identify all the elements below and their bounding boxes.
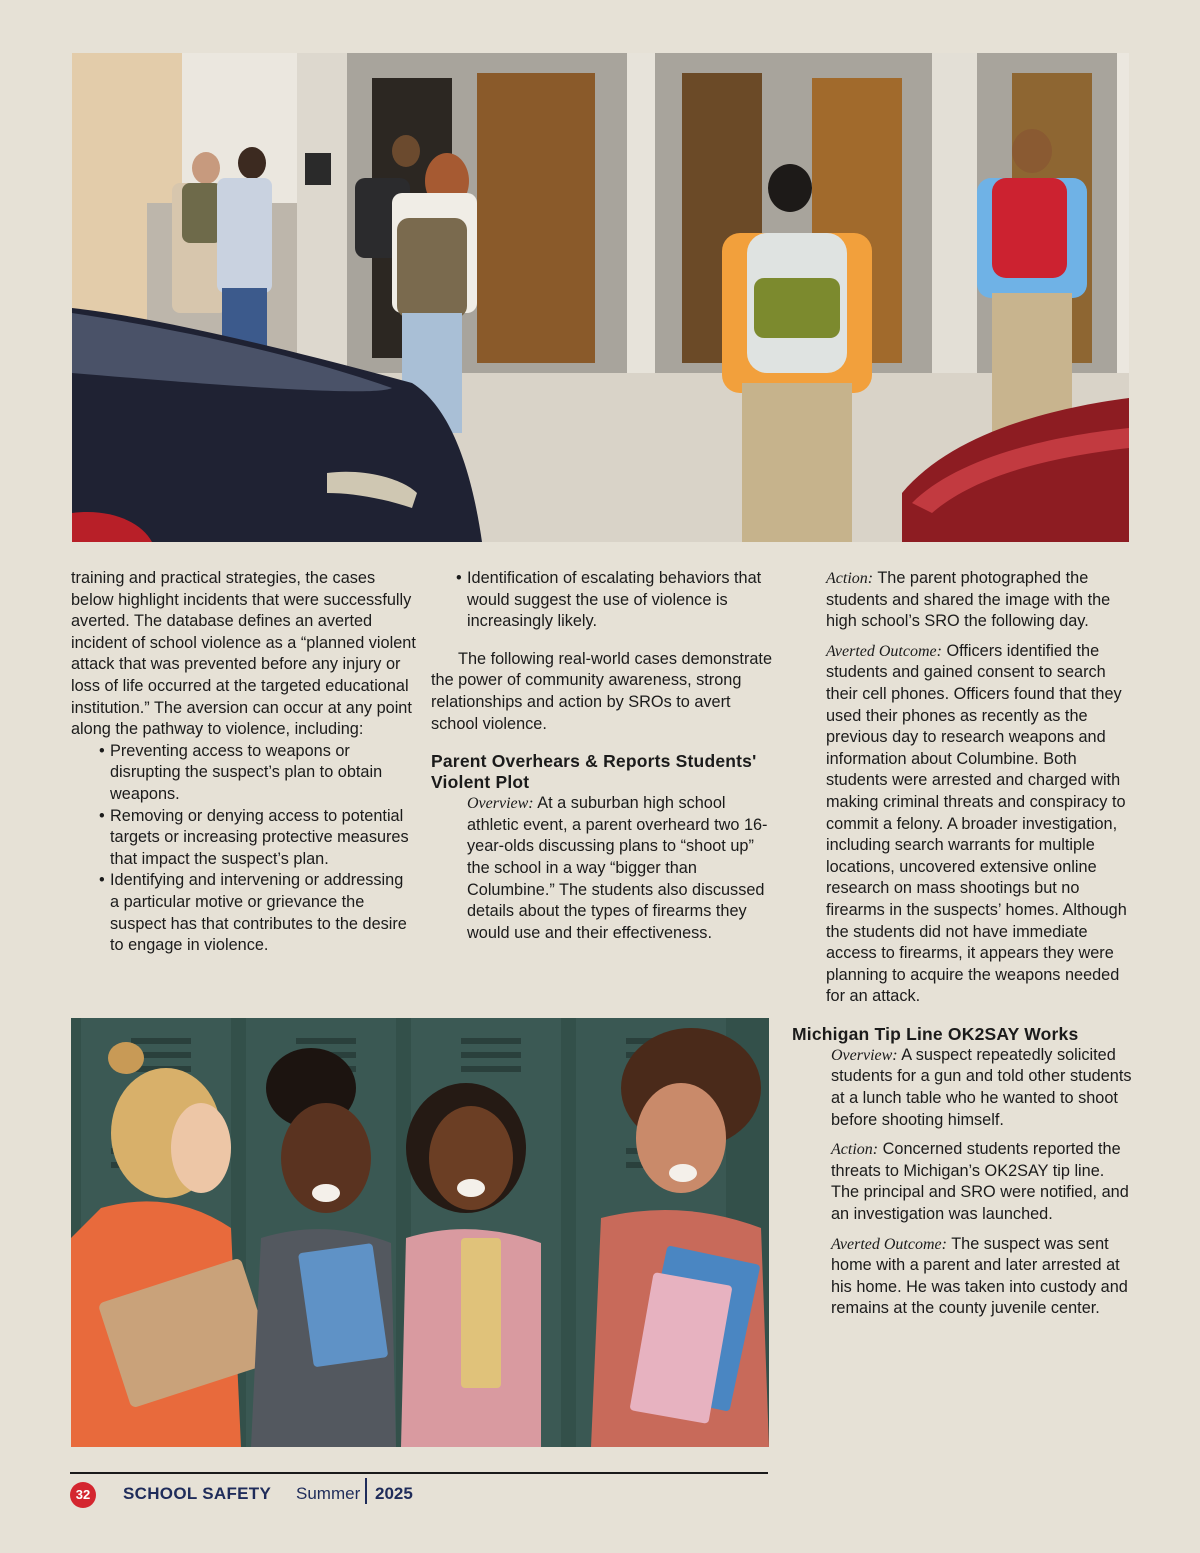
footer-rule <box>70 1472 768 1474</box>
issue-year: 2025 <box>375 1484 413 1503</box>
overview-text: A suspect repeatedly solicited students for a gun and told other students at a lunch table who he wanted to shoot before shooting himself. <box>831 1045 1132 1129</box>
intro-paragraph: training and practical strategies, the cases below highlight incidents that were successfully averted. The database defines an averted incident of school violence as a “planned violent attack that was prevented before any injury or loss of life occurred at the targeted educational institution.” The aversion can occur at any point along the pathway to violence, including: <box>71 569 416 739</box>
aversion-points-list-continued <box>431 568 776 633</box>
case2-overview <box>790 1045 1135 1131</box>
list-item: • Preventing access to weapons or disrupting the suspect’s plan to obtain weapons. <box>99 741 416 806</box>
list-item: • Removing or denying access to potential targets or increasing protective measures that impact the suspect’s plan. <box>99 806 416 871</box>
girls-lockers-illustration <box>71 1018 769 1447</box>
action-label: Action: <box>826 570 874 587</box>
case2-heading: Michigan Tip Line OK2SAY Works <box>792 1023 1079 1044</box>
overview-text: At a suburban high school athletic event, a parent overheard two 16-year-olds discussing plans to “shoot up” the school in a way “bigger than Columbine.” The students also discussed details about the types of firearms they would use and their effectiveness. <box>467 794 768 942</box>
case2-action <box>790 1139 1135 1225</box>
magazine-title: SCHOOL SAFETY <box>123 1484 272 1503</box>
action-text: Concerned students reported the threats to Michigan’s OK2SAY tip line. The principal and SRO were notified, and an investigation was launched. <box>831 1140 1129 1224</box>
outcome-label: Averted Outcome: <box>831 1235 947 1253</box>
page-number-badge: 32 <box>70 1482 96 1508</box>
photo-students-entering-school <box>72 53 1129 542</box>
column-2 <box>431 568 776 944</box>
overview-label: Overview: <box>467 795 534 813</box>
list-item: • Identification of escalating behaviors that would suggest the use of violence is increasingly likely. <box>456 568 776 633</box>
case1-heading: Parent Overhears & Reports Students' Violent Plot <box>431 751 757 793</box>
case1-overview <box>431 793 776 944</box>
outcome-text: The suspect was sent home with a parent and later arrested at his home. He was taken into custody and remains at the county juvenile center. <box>831 1234 1128 1318</box>
case2-outcome <box>790 1234 1135 1320</box>
cases-intro-paragraph: The following real-world cases demonstrate the power of community awareness, strong relationships and action by SROs to avert school violence. <box>431 649 773 733</box>
list-item: • Identifying and intervening or addressing a particular motive or grievance the suspect has that contributes to the desire to engage in violence. <box>99 870 416 956</box>
action-label: Action: <box>831 1141 879 1159</box>
case1-outcome <box>790 641 1135 1008</box>
column-1 <box>71 568 416 957</box>
issue-separator <box>365 1478 367 1504</box>
overview-label: Overview: <box>831 1046 898 1064</box>
outcome-text: Officers identified the students and gained consent to search their cell phones. Officers found that they used their phones as recently as the previous day to research weapons and information about Columbine. Both students were arrested and charged with making criminal threats and conspiracy to commit a felony. A broader investigation, including search warrants for multiple locations, uncovered extensive online research on mass shootings but no firearms in the suspects’ homes. Although the students did not have immediate access to firearms, it appears they were planning to acquire the weapons needed for an attack. <box>826 641 1127 1006</box>
outcome-label: Averted Outcome: <box>826 642 942 660</box>
aversion-points-list <box>71 741 416 957</box>
photo-girls-laughing-at-lockers <box>71 1018 769 1447</box>
action-text: The parent photographed the students and shared the image with the high school’s SRO the following day. <box>826 569 1111 631</box>
case1-action <box>790 568 1135 633</box>
issue-season: Summer <box>296 1484 361 1503</box>
students-entering-illustration <box>72 53 1129 542</box>
column-3 <box>790 568 1135 1320</box>
